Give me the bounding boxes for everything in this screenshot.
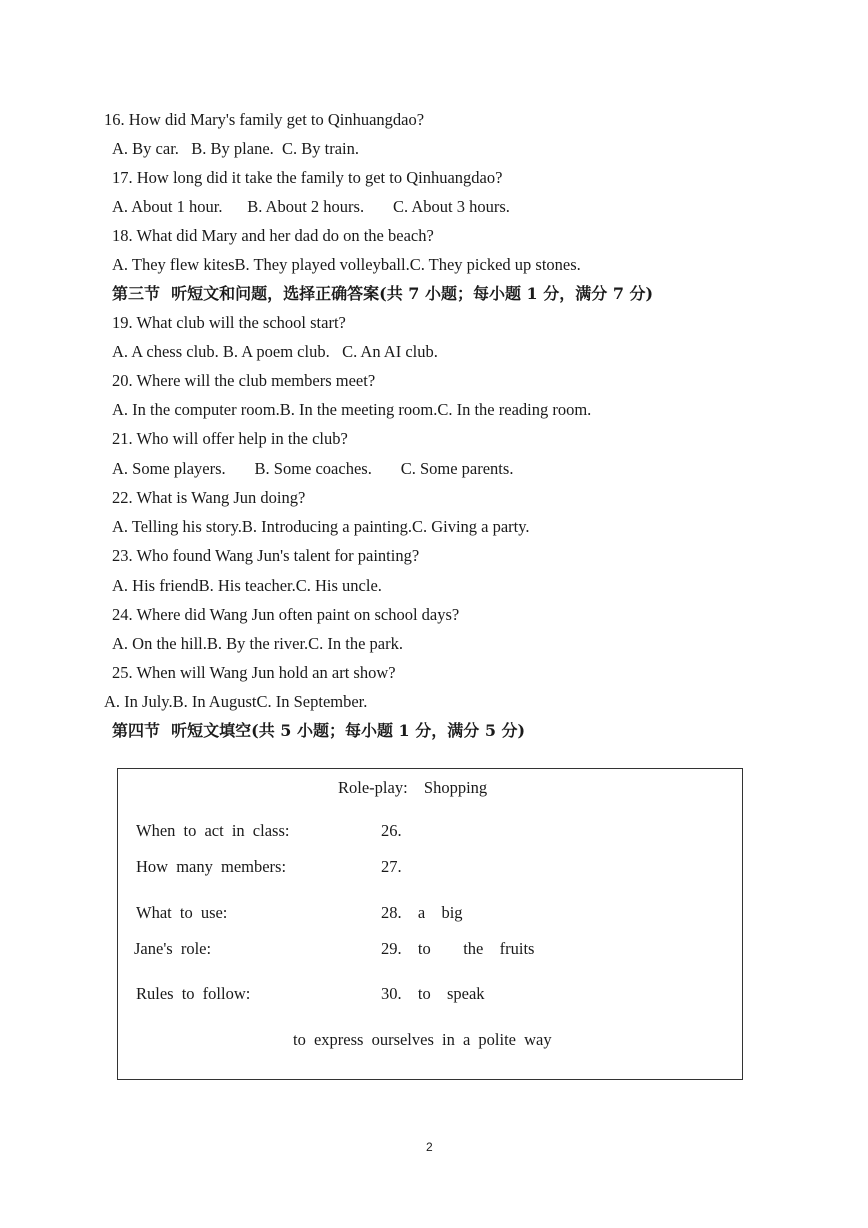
section-3-heading: 第三节 听短文和问题，选择正确答案(共 7 小题；每小题 1 分，满分 7 分)	[112, 284, 654, 303]
table-row-label: Jane's role:	[134, 939, 212, 958]
table-row-answer: 30. to speak	[381, 984, 485, 1003]
page-number: 2	[426, 1140, 433, 1154]
answer-options-25: A. In July.B. In AugustC. In September.	[104, 692, 368, 711]
table-row-label: When to act in class:	[136, 821, 290, 840]
table-row-answer: 27.	[381, 857, 402, 876]
answer-options-20: A. In the computer room.B. In the meeting room.C. In the reading room.	[112, 400, 592, 419]
answer-options-17: A. About 1 hour. B. About 2 hours. C. About 3 hours.	[112, 197, 510, 216]
question-25: 25. When will Wang Jun hold an art show?	[112, 663, 396, 682]
answer-options-16: A. By car. B. By plane. C. By train.	[112, 139, 360, 158]
question-22: 22. What is Wang Jun doing?	[112, 488, 306, 507]
table-row-answer: 28. a big	[381, 903, 463, 922]
section-4-heading: 第四节 听短文填空(共 5 小题；每小题 1 分，满分 5 分)	[112, 721, 526, 740]
table-title: Role-play: Shopping	[338, 778, 488, 797]
answer-options-22: A. Telling his story.B. Introducing a painting.C. Giving a party.	[112, 517, 530, 536]
question-18: 18. What did Mary and her dad do on the beach?	[112, 226, 434, 245]
table-row-answer: 29. to the fruits	[381, 939, 535, 958]
question-23: 23. Who found Wang Jun's talent for painting?	[112, 546, 420, 565]
question-16: 16. How did Mary's family get to Qinhuangdao?	[104, 110, 425, 129]
table-row-label: How many members:	[136, 857, 287, 876]
question-20: 20. Where will the club members meet?	[112, 371, 376, 390]
question-21: 21. Who will offer help in the club?	[112, 429, 348, 448]
answer-options-19: A. A chess club. B. A poem club. C. An AI club.	[112, 342, 438, 361]
question-19: 19. What club will the school start?	[112, 313, 346, 332]
question-17: 17. How long did it take the family to get to Qinhuangdao?	[112, 168, 503, 187]
table-row-label: What to use:	[136, 903, 228, 922]
table-row-answer: 26.	[381, 821, 402, 840]
table-footer-rule: to express ourselves in a polite way	[293, 1030, 552, 1049]
answer-options-21: A. Some players. B. Some coaches. C. Some parents.	[112, 459, 514, 478]
answer-options-18: A. They flew kitesB. They played volleyball.C. They picked up stones.	[112, 255, 581, 274]
table-row-label: Rules to follow:	[136, 984, 251, 1003]
fill-in-table	[117, 768, 743, 1080]
answer-options-23: A. His friendB. His teacher.C. His uncle.	[112, 576, 382, 595]
question-24: 24. Where did Wang Jun often paint on school days?	[112, 605, 460, 624]
answer-options-24: A. On the hill.B. By the river.C. In the park.	[112, 634, 403, 653]
